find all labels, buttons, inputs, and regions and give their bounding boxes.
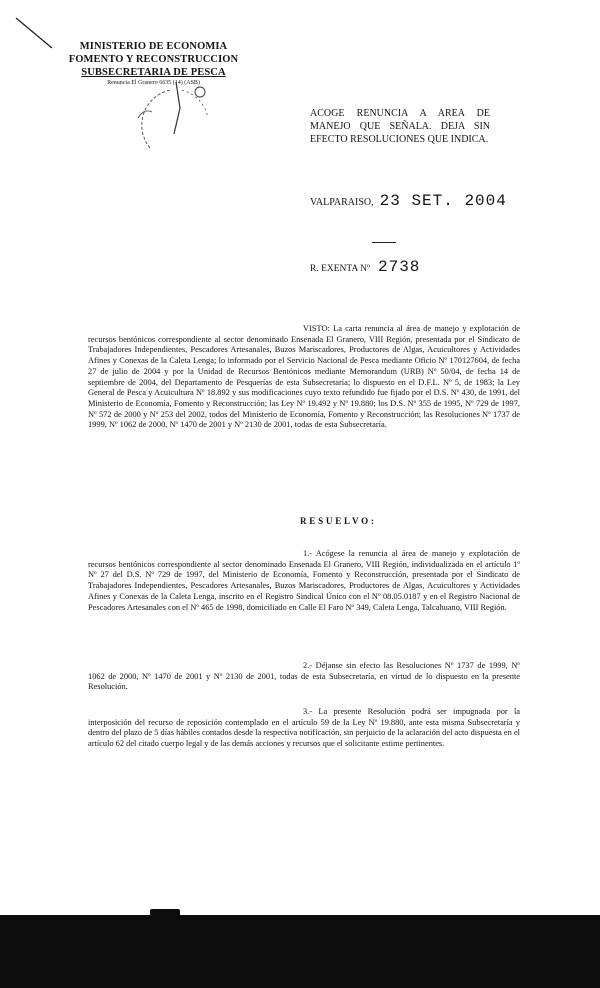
resolution-item-1 [88, 549, 520, 613]
number-marks [372, 242, 396, 247]
item-lead: 3.- La presente Resolución podrá ser impugnada [303, 707, 491, 716]
item-lead: 1.- Acógese la renuncia al área de manejo y [303, 549, 465, 558]
city: VALPARAISO, [310, 197, 374, 208]
visto-paragraph [88, 324, 520, 431]
subsecretary-name: SUBSECRETARIA DE PESCA [81, 67, 226, 78]
stamped-date: 23 SET. 2004 [379, 192, 507, 210]
ministry-name-2: FOMENTO Y RECONSTRUCCION [68, 54, 239, 65]
item-text: por la interposición del recurso de reposición contemplado en el artículo 59 de la Ley Nº 19.880, ante esta misma Subsecretaría y dentro del plazo de 5 días hábiles contados desde la respectiva notificación, sin perjuicio de la aclaración del acto dispuesta en el artículo 62 del citado cuerpo legal y de las demás acciones y recursos que el solicitante estime pertinentes. [88, 707, 520, 749]
corner-stroke-mark [14, 16, 54, 50]
item-text: explotación de recursos bentónicos correspondiente al sector denominado Ensenada El Granero, VIII Región, individualizada en el artículo 1º Nº 27 del D.S. Nº 729 de 1997, del Ministerio de Economía, Fomento y Reconstrucción, presentada por el Sindicato de Trabajadores Independientes, Pescadores Artesanales, Buzos Mariscadores, Productores de Algas, Acuicultores y Actividades Afines y Conexas de la Caleta Lenga, inscrito en el Registro Sindical Único con el Nº 08.05.0187 y en el Registro Nacional de Pescadores Artesanales con el Nº 465 de 1998, domiciliado en Calle El Faro Nº 349, Caleta Lenga, Talcahuano, VIII Región. [88, 549, 521, 612]
item-text: de 1999, Nº 1062 de 2000, Nº 1470 de 2001 y Nº 2130 de 2001, todas de esta Subsecretaría, en virtud de lo dispuesto en la presente Resolución. [88, 661, 521, 692]
date-line [310, 192, 507, 210]
exenta-number: 2738 [377, 258, 421, 276]
scan-border [0, 915, 600, 988]
reference-line: Renuncia El Granero 6635 (14) (ASB) [107, 80, 200, 86]
resolution-item-3 [88, 707, 520, 750]
item-lead: 2.- Déjanse sin efecto las Resoluciones Nº 1737 [303, 661, 474, 670]
visto-lead: VISTO: [303, 324, 330, 333]
exenta-label: R. EXENTA Nº [310, 264, 370, 274]
ministry-name: MINISTERIO DE ECONOMIA [79, 41, 228, 52]
ink-seal-stamp [130, 78, 220, 168]
visto-text: La carta renuncia al área de manejo y explotación de recursos bentónicos correspondiente al sector denominado Ensenada El Granero, VIII Región, presentada por el Sindicato de Trabajadores Independientes, Pescadores Artesanales, Buzos Mariscadores, Productores de Algas, Acuicultores y Actividades Afines y Conexas de la Caleta Lenga; lo informado por el Servicio Nacional de Pesca mediante Oficio Nº 170127604, de fecha 27 de julio de 2004 y por la Unidad de Recursos Bentónicos mediante Memorandum (URB) Nº 50/04, de fecha 14 de septiembre de 2004, del Departamento de Pesquerías de esta Subsecretaría; lo dispuesto en el D.F.L. Nº 5, de 1983; la Ley General de Pesca y Acuicultura Nº 18.892 y sus modificaciones cuyo texto refundido fue fijado por el D.S. Nº 430, de 1991, del Ministerio de Economía, Fomento y Reconstrucción; las Ley Nº 19.492 y Nº 19.880; los D.S. Nº 355 de 1995, Nº 729 de 1997, Nº 572 de 2000 y Nº 253 del 2002, todos del Ministerio de Economía, Fomento y Reconstrucción; las Resoluciones Nº 1737 de 1999, Nº 1062 de 2000, Nº 1470 de 2001 y Nº 2130 de 2001, todas de esta Subsecretaría. [88, 324, 521, 430]
resuelvo-heading: RESUELVO: [300, 516, 377, 526]
exenta-line [310, 258, 420, 276]
document-subject: ACOGE RENUNCIA A AREA DE MANEJO QUE SEÑALA. DEJA SIN EFECTO RESOLUCIONES QUE INDICA. [310, 108, 490, 145]
resolution-item-2 [88, 661, 520, 693]
